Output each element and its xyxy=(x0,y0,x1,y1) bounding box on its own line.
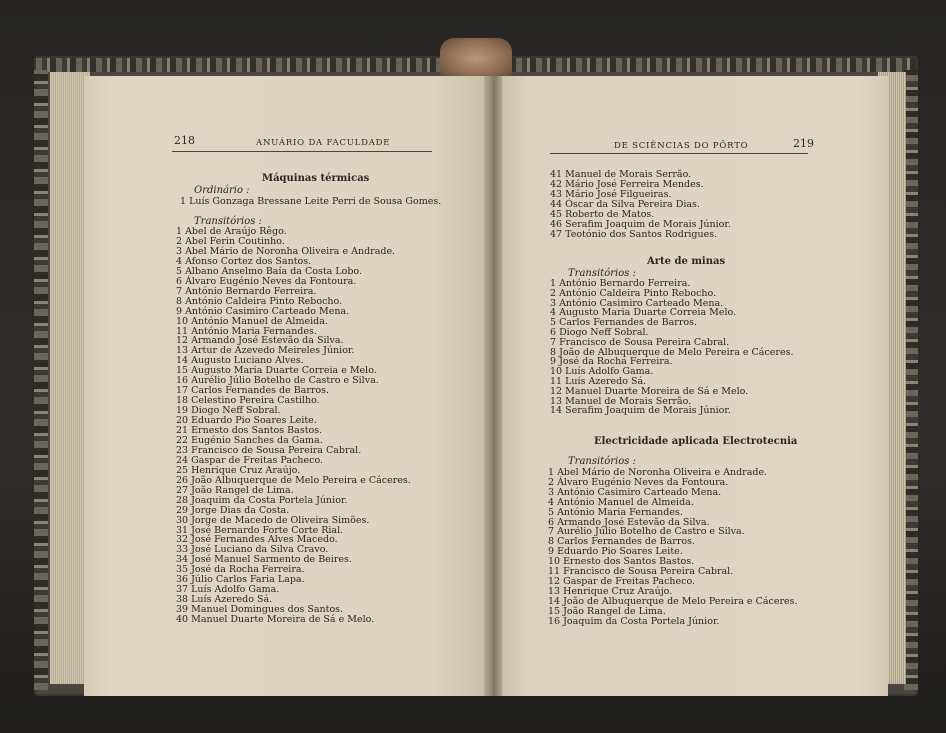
list-item: 7 António Bernardo Ferreira. xyxy=(176,285,317,297)
list-item: 22 Eugénio Sanches da Gama. xyxy=(176,434,323,446)
left-header-rule xyxy=(172,151,432,152)
left-running-head: ANUÁRIO DA FACULDADE xyxy=(256,138,391,148)
section-title-electricidade: Electricidade aplicada Electrotecnia xyxy=(594,436,798,447)
list-item: 10 António Manuel de Almeida. xyxy=(176,315,328,327)
list-item: 34 José Manuel Sarmento de Beires. xyxy=(176,554,352,566)
list-item: 12 Gaspar de Freitas Pacheco. xyxy=(548,575,696,587)
list-item: 47 Teotónio dos Santos Rodrigues. xyxy=(550,229,718,240)
right-running-head: DE SCIÊNCIAS DO PÔRTO xyxy=(614,141,749,151)
list-item: 23 Francisco de Sousa Pereira Cabral. xyxy=(176,444,362,456)
list-item: 1 Abel de Araújo Rêgo. xyxy=(176,226,287,237)
list-item: 16 Joaquim da Costa Portela Júnior. xyxy=(548,615,720,627)
list-item: 14 Augusto Luciano Alves. xyxy=(176,355,304,367)
list-item: 6 Armando José Estevão da Silva. xyxy=(548,516,710,528)
list-item: 46 Serafim Joaquim de Morais Júnior. xyxy=(550,219,731,230)
marbled-edge-left xyxy=(34,70,48,690)
list-item: 4 Augusto Maria Duarte Correia Melo. xyxy=(550,307,737,319)
list-item: 4 António Manuel de Almeida. xyxy=(548,496,694,508)
list-item: 6 Diogo Neff Sobral. xyxy=(550,327,649,338)
list-item: 33 José Luciano da Silva Cravo. xyxy=(176,544,329,556)
list-item: 8 António Caldeira Pinto Rebocho. xyxy=(176,295,343,307)
spine-headband xyxy=(440,38,512,78)
list-item: 35 José da Rocha Ferreira. xyxy=(176,564,305,576)
list-item: 41 Manuel de Morais Serrão. xyxy=(550,169,692,180)
list-item: 19 Diogo Neff Sobral. xyxy=(176,405,281,417)
marbled-edge-right xyxy=(904,70,918,690)
list-item: 11 António Maria Fernandes. xyxy=(176,325,317,337)
list-item: 11 Francisco de Sousa Pereira Cabral. xyxy=(548,566,734,577)
ordinario-label: Ordinário : xyxy=(194,185,250,196)
list-item: 5 Carlos Fernandes de Barros. xyxy=(550,317,697,329)
list-item: 15 Augusto Maria Duarte Correia e Melo. xyxy=(176,365,377,377)
ordinario-entry: 1 Luís Gonzaga Bressane Leite Perri de Sousa Gomes. xyxy=(180,196,442,207)
list-item: 26 João Albuquerque de Melo Pereira e Cáceres. xyxy=(176,474,411,486)
list-item: 10 Ernesto dos Santos Bastos. xyxy=(548,556,695,568)
right-header-rule xyxy=(550,153,808,154)
list-item: 16 Aurélio Júlio Botelho de Castro e Silva. xyxy=(176,375,379,387)
book-gutter xyxy=(484,76,502,696)
list-item: 5 António Maria Fernandes. xyxy=(548,506,683,518)
list-item: 43 Mário José Filgueiras. xyxy=(550,189,672,200)
list-item: 37 Luís Adolfo Gama. xyxy=(176,584,280,596)
section-title-maquinas-termicas: Máquinas térmicas xyxy=(262,173,370,184)
transitorios-label-left: Transitórios : xyxy=(194,216,262,227)
list-item: 10 Luís Adolfo Gama. xyxy=(550,366,654,378)
list-item: 45 Roberto de Matos. xyxy=(550,209,655,220)
list-item: 39 Manuel Domingues dos Santos. xyxy=(176,604,344,616)
left-page-number: 218 xyxy=(174,134,195,147)
list-item: 42 Mário José Ferreira Mendes. xyxy=(550,179,704,190)
list-item: 7 Aurélio Júlio Botelho de Castro e Silva. xyxy=(548,526,745,538)
list-item: 14 Serafim Joaquim de Morais Júnior. xyxy=(550,405,731,417)
list-item: 9 José da Rocha Ferreira. xyxy=(550,356,673,368)
list-item: 1 António Bernardo Ferreira. xyxy=(550,278,691,289)
list-item: 28 Joaquim da Costa Portela Júnior. xyxy=(176,494,348,506)
list-item: 14 João de Albuquerque de Melo Pereira e Cáceres. xyxy=(548,595,798,607)
list-item: 1 Abel Mário de Noronha Oliveira e Andrade. xyxy=(548,467,768,478)
list-item: 3 Abel Mário de Noronha Oliveira e Andrade. xyxy=(176,245,396,257)
list-item: 25 Henrique Cruz Araújo. xyxy=(176,464,301,476)
list-item: 40 Manuel Duarte Moreira de Sá e Melo. xyxy=(176,614,375,626)
section-title-arte-de-minas: Arte de minas xyxy=(647,256,726,267)
list-item: 2 Abel Ferin Coutinho. xyxy=(176,235,285,247)
list-item: 9 António Casimiro Carteado Mena. xyxy=(176,305,350,317)
list-item: 8 João de Albuquerque de Melo Pereira e Cáceres. xyxy=(550,346,794,358)
list-item: 8 Carlos Fernandes de Barros. xyxy=(548,536,695,548)
list-item: 20 Eduardo Pio Soares Leite. xyxy=(176,415,317,427)
list-item: 29 Jorge Dias da Costa. xyxy=(176,504,290,516)
list-item: 13 Henrique Cruz Araújo. xyxy=(548,585,673,597)
transitorios-label-minas: Transitórios : xyxy=(568,268,636,279)
list-item: 3 António Casimiro Carteado Mena. xyxy=(550,297,724,309)
list-item: 12 Manuel Duarte Moreira de Sá e Melo. xyxy=(550,385,749,397)
list-item: 6 Álvaro Eugénio Neves da Fontoura. xyxy=(176,275,357,287)
list-item: 9 Eduardo Pio Soares Leite. xyxy=(548,546,683,558)
list-item: 5 Albano Anselmo Baía da Costa Lobo. xyxy=(176,265,363,277)
list-item: 21 Ernesto dos Santos Bastos. xyxy=(176,425,323,436)
list-item: 13 Artur de Azevedo Meireles Júnior. xyxy=(176,345,355,357)
list-item: 2 Álvaro Eugénio Neves da Fontoura. xyxy=(548,476,729,488)
list-item: 30 Jorge de Macedo de Oliveira Simões. xyxy=(176,514,370,526)
list-item: 12 Armando José Estevão da Silva. xyxy=(176,335,344,347)
transitorios-label-electricidade: Transitórios : xyxy=(568,456,636,467)
list-item: 2 António Caldeira Pinto Rebocho. xyxy=(550,287,717,299)
right-page-number: 219 xyxy=(793,137,814,150)
list-item: 11 Luís Azeredo Sá. xyxy=(550,376,647,387)
list-item: 38 Luís Azeredo Sá. xyxy=(176,594,273,606)
list-item: 15 João Rangel de Lima. xyxy=(548,605,666,617)
list-item: 44 Óscar da Silva Pereira Dias. xyxy=(550,199,700,210)
list-item: 4 Afonso Cortez dos Santos. xyxy=(176,255,312,267)
list-item: 24 Gaspar de Freitas Pacheco. xyxy=(176,454,324,466)
list-item: 3 António Casimiro Carteado Mena. xyxy=(548,486,722,498)
list-item: 13 Manuel de Morais Serrão. xyxy=(550,395,692,407)
list-item: 27 João Rangel de Lima. xyxy=(176,484,294,496)
list-item: 36 Júlio Carlos Faria Lapa. xyxy=(176,574,305,586)
list-item: 17 Carlos Fernandes de Barros. xyxy=(176,385,330,397)
list-item: 7 Francisco de Sousa Pereira Cabral. xyxy=(550,336,730,348)
list-item: 18 Celestino Pereira Castilho. xyxy=(176,395,320,407)
list-item: 32 José Fernandes Alves Macedo. xyxy=(176,534,338,546)
list-item: 31 José Bernardo Forte Corte Rial. xyxy=(176,524,344,536)
